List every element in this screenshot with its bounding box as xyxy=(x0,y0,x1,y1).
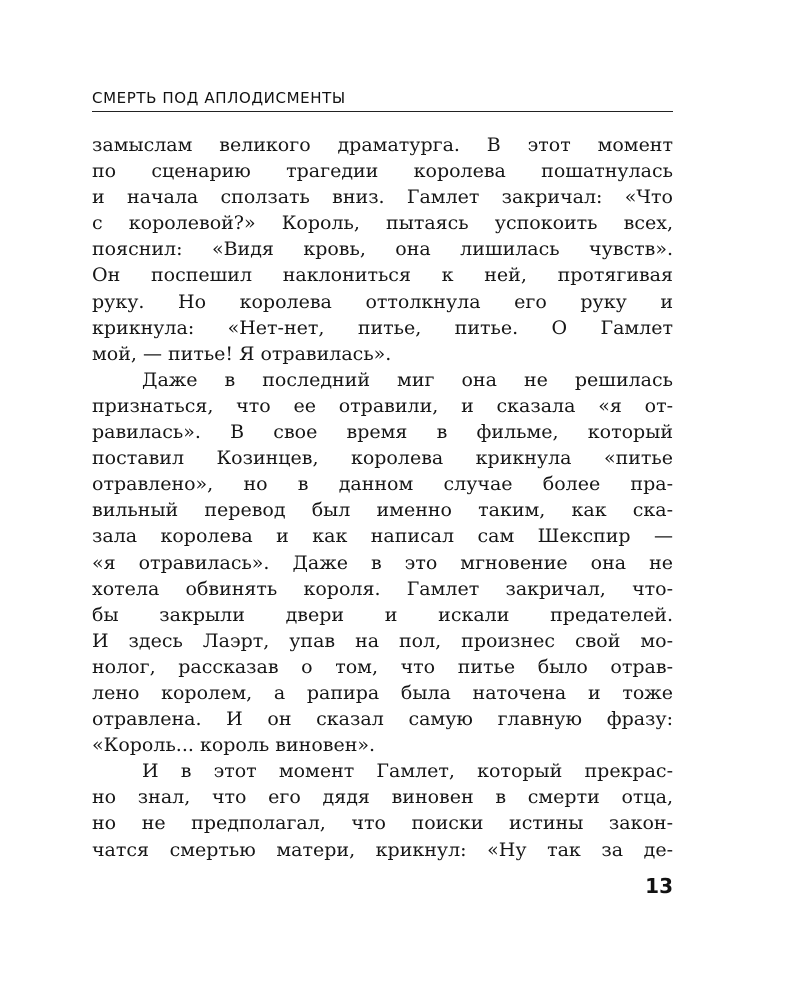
page-number: 13 xyxy=(645,874,673,898)
text-line: нолог, рассказав о том, что питье было отрав- xyxy=(92,655,673,678)
text-line: руку. Но королева оттолкнула его руку и xyxy=(92,290,673,313)
paragraph-start-line: И в этот момент Гамлет, который прекрас- xyxy=(142,760,673,783)
text-line: но знал, что его дядя виновен в смерти отца, xyxy=(92,786,673,809)
text-line: с королевой?» Король, пытаясь успокоить всех, xyxy=(92,212,673,235)
text-line: Он поспешил наклониться к ней, протягивая xyxy=(92,264,673,287)
text-line: признаться, что ее отравили, и сказала «я от- xyxy=(92,394,673,417)
text-line: и начала сползать вниз. Гамлет закричал: «Что xyxy=(92,186,673,209)
text-line: но не предполагал, что поиски истины закон- xyxy=(92,812,673,835)
text-line: чатся смертью матери, крикнул: «Ну так за де- xyxy=(92,838,673,861)
body-text xyxy=(92,132,673,863)
running-head: СМЕРТЬ ПОД АПЛОДИСМЕНТЫ xyxy=(92,89,346,107)
text-line: равилась». В свое время в фильме, который xyxy=(92,421,673,444)
text-line: мой, — питье! Я отравилась». xyxy=(92,342,392,365)
text-line: «Король... король виновен». xyxy=(92,734,376,757)
text-line: по сценарию трагедии королева пошатнулась xyxy=(92,160,673,183)
text-line: вильный перевод был именно таким, как ска- xyxy=(92,499,673,522)
text-line: крикнула: «Нет-нет, питье, питье. О Гамлет xyxy=(92,316,673,339)
text-line: бы закрыли двери и искали предателей. xyxy=(92,603,673,626)
text-line: И здесь Лаэрт, упав на пол, произнес свой мо- xyxy=(92,629,673,652)
text-line: отравлена. И он сказал самую главную фразу: xyxy=(92,708,673,731)
text-line: замыслам великого драматурга. В этот момент xyxy=(92,134,673,156)
text-line: поставил Козинцев, королева крикнула «питье xyxy=(92,447,673,470)
text-line: отравлено», но в данном случае более пра- xyxy=(92,473,673,496)
paragraph-start-line: Даже в последний миг она не решилась xyxy=(142,368,673,391)
text-line: лено королем, а рапира была наточена и тоже xyxy=(92,681,673,704)
text-line: пояснил: «Видя кровь, она лишилась чувств». xyxy=(92,238,673,261)
text-line: хотела обвинять короля. Гамлет закричал, что- xyxy=(92,577,673,600)
header-rule xyxy=(92,111,673,112)
text-line: зала королева и как написал сам Шекспир — xyxy=(92,525,673,548)
text-line: «я отравилась». Даже в это мгновение она не xyxy=(92,551,673,574)
